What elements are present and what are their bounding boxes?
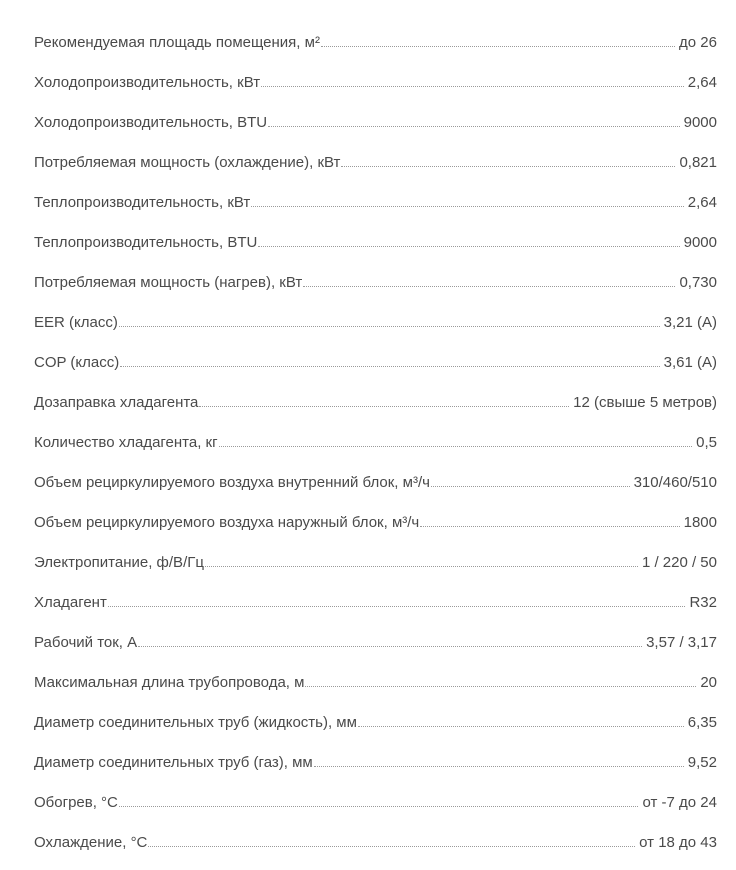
dotted-leader: [108, 606, 686, 607]
spec-value: 9000: [683, 114, 717, 131]
spec-row: [34, 372, 717, 412]
spec-row: [34, 132, 717, 172]
spec-label: Потребляемая мощность (охлаждение), кВт: [34, 154, 341, 171]
spec-row: [34, 452, 717, 492]
spec-row: [34, 492, 717, 532]
spec-value: от -7 до 24: [642, 794, 717, 811]
spec-value: 310/460/510: [633, 474, 717, 491]
spec-value: 12 (свыше 5 метров): [573, 394, 717, 411]
specifications-list: [34, 12, 717, 852]
spec-value: 2,64: [687, 194, 717, 211]
spec-label: Рекомендуемая площадь помещения, м²: [34, 34, 320, 51]
spec-value: 20: [700, 674, 717, 691]
spec-row: [34, 772, 717, 812]
spec-label: Максимальная длина трубопровода, м: [34, 674, 305, 691]
spec-value: до 26: [679, 34, 717, 51]
spec-value: от 18 до 43: [639, 834, 717, 851]
spec-value: 3,21 (A): [663, 314, 717, 331]
spec-value: 1 / 220 / 50: [641, 554, 717, 571]
spec-row: [34, 652, 717, 692]
spec-value: 3,61 (A): [663, 354, 717, 371]
dotted-leader: [358, 726, 684, 727]
dotted-leader: [314, 766, 684, 767]
dotted-leader: [261, 86, 684, 87]
spec-value: 3,57 / 3,17: [646, 634, 717, 651]
dotted-leader: [205, 566, 638, 567]
dotted-leader: [258, 246, 679, 247]
spec-row: [34, 532, 717, 572]
spec-label: Хладагент: [34, 594, 107, 611]
spec-label: EER (класс): [34, 314, 118, 331]
spec-value: 0,730: [679, 274, 717, 291]
spec-row: [34, 212, 717, 252]
spec-row: [34, 92, 717, 132]
spec-value: 2,64: [687, 74, 717, 91]
spec-label: Диаметр соединительных труб (жидкость), мм: [34, 714, 357, 731]
spec-label: Потребляемая мощность (нагрев), кВт: [34, 274, 303, 291]
dotted-leader: [251, 206, 684, 207]
spec-row: [34, 732, 717, 772]
dotted-leader: [431, 486, 630, 487]
dotted-leader: [138, 646, 642, 647]
spec-label: Холодопроизводительность, BTU: [34, 114, 268, 131]
spec-label: COP (класс): [34, 354, 120, 371]
spec-label: Обогрев, °С: [34, 794, 118, 811]
spec-row: [34, 332, 717, 372]
spec-row: [34, 172, 717, 212]
spec-value: 6,35: [687, 714, 717, 731]
spec-row: [34, 612, 717, 652]
dotted-leader: [321, 46, 675, 47]
spec-row: [34, 52, 717, 92]
spec-label: Теплопроизводительность, BTU: [34, 234, 258, 251]
dotted-leader: [120, 366, 659, 367]
spec-value: 9000: [683, 234, 717, 251]
spec-label: Объем рециркулируемого воздуха внутренний блок, м³/ч: [34, 474, 430, 491]
spec-row: [34, 252, 717, 292]
spec-label: Диаметр соединительных труб (газ), мм: [34, 754, 313, 771]
spec-row: [34, 292, 717, 332]
dotted-leader: [219, 446, 693, 447]
spec-value: 9,52: [687, 754, 717, 771]
dotted-leader: [119, 806, 639, 807]
spec-row: [34, 572, 717, 612]
dotted-leader: [199, 406, 569, 407]
spec-row: [34, 692, 717, 732]
spec-label: Электропитание, ф/В/Гц: [34, 554, 204, 571]
spec-row: [34, 812, 717, 852]
spec-label: Холодопроизводительность, кВт: [34, 74, 261, 91]
spec-value: 0,821: [679, 154, 717, 171]
dotted-leader: [119, 326, 660, 327]
spec-value: 0,5: [696, 434, 717, 451]
spec-row: [34, 12, 717, 52]
spec-label: Рабочий ток, А: [34, 634, 138, 651]
spec-label: Охлаждение, °С: [34, 834, 148, 851]
dotted-leader: [305, 686, 696, 687]
spec-label: Дозаправка хладагента: [34, 394, 199, 411]
spec-row: [34, 412, 717, 452]
dotted-leader: [148, 846, 635, 847]
spec-value: R32: [689, 594, 717, 611]
dotted-leader: [420, 526, 679, 527]
dotted-leader: [303, 286, 675, 287]
spec-label: Количество хладагента, кг: [34, 434, 218, 451]
spec-value: 1800: [683, 514, 717, 531]
dotted-leader: [341, 166, 675, 167]
spec-label: Теплопроизводительность, кВт: [34, 194, 251, 211]
dotted-leader: [268, 126, 679, 127]
spec-label: Объем рециркулируемого воздуха наружный блок, м³/ч: [34, 514, 420, 531]
